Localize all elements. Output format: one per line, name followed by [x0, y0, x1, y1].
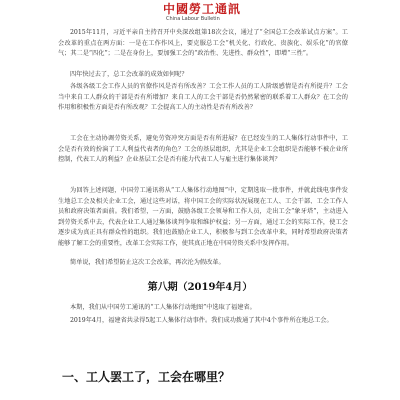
issue-heading: 第八期（2019年4月） — [147, 282, 253, 293]
intro-paragraph-2: 四年快过去了，总工会改革的成效如何呢？ — [70, 71, 188, 78]
logo-title: 中國勞工通訊 — [163, 2, 242, 16]
intro-paragraph-4: 工会在主动协调劳资关系，避免劳资冲突方面是否有所进展？在已经发生的工人集体行动事件中，工会是否有效的扮演了工人利益代表者的角色？工会的基层组织，尤其是企业工会组织是否能够不被企业所控制，代表工人的利益？企业基层工会是否有能力代表工人与雇主进行集体谈判？ — [58, 135, 348, 163]
logo-subtitle: China Labour Bulletin — [166, 16, 220, 22]
china-labour-bulletin-logo — [163, 3, 241, 25]
section-heading: 一、工人罢工了，工会在哪里？ — [62, 370, 231, 384]
body-paragraph-1: 本期，我们从中国劳工通讯的“工人集体行动地图”中选取了福建省。 — [70, 304, 256, 311]
intro-paragraph-3: 各级各级工会工作人员的官僚作风是否有所改善？工会工作人员的工人阶级感情是否有所提升？工会当中来自工人群众的干部是否有所增加？来自工人的工会干部是否仍然紧密的联系着工人群众？在工会的作用和积极性方面是否有所改观？工会提高工人的主动性是否有所改善？ — [58, 83, 348, 111]
intro-paragraph-6: 简单说，我们希望防止这次工会改革，再次沦为假改革。 — [70, 259, 225, 266]
intro-paragraph-5: 为回答上述问题，中国劳工通讯将从“工人集体行动地图”中，定期选取一批事件，并就此线电事件发生地总工会及相关企业工会，通过这些对话，将中国工会的实际状况展现在工人、工会干部、工会工作人员和政府决策者面前。我们希望，一方面，鼓励各级工会领导和工作人员，走出工会“象牙塔”，主动进入到劳资关系中去，代表企业工人通过集体谈判争取和维护权益；另一方面，通过工会的实际工作，使工会逐步成为真正具有群众性的组织。我们也鼓励企业工人，积极参与到工会改革中来，同时希望政府决策者能够了解工会的重要性，改革工会实际工作，使其真正地在中国劳资关系中发挥作用。 — [58, 187, 348, 247]
body-paragraph-2: 2019年4月，福建省共录得5起工人集体行动事件。我们成功拨通了其中4个事件所在地总工会。 — [70, 317, 333, 324]
intro-paragraph-1: 2015年11月，习近平亲自主持召开中央深改组第18次会议，通过了“全国总工会改革试点方案”。工会改革的重点在两方面：一是在工作作风上，要克服总工会“机关化、行政化、贵族化、娱乐化”的官僚气；其二是“四化”；二是在身份上，要加强工会的“政治性、先进性、群众性”，即增“三性”。 — [58, 29, 348, 57]
